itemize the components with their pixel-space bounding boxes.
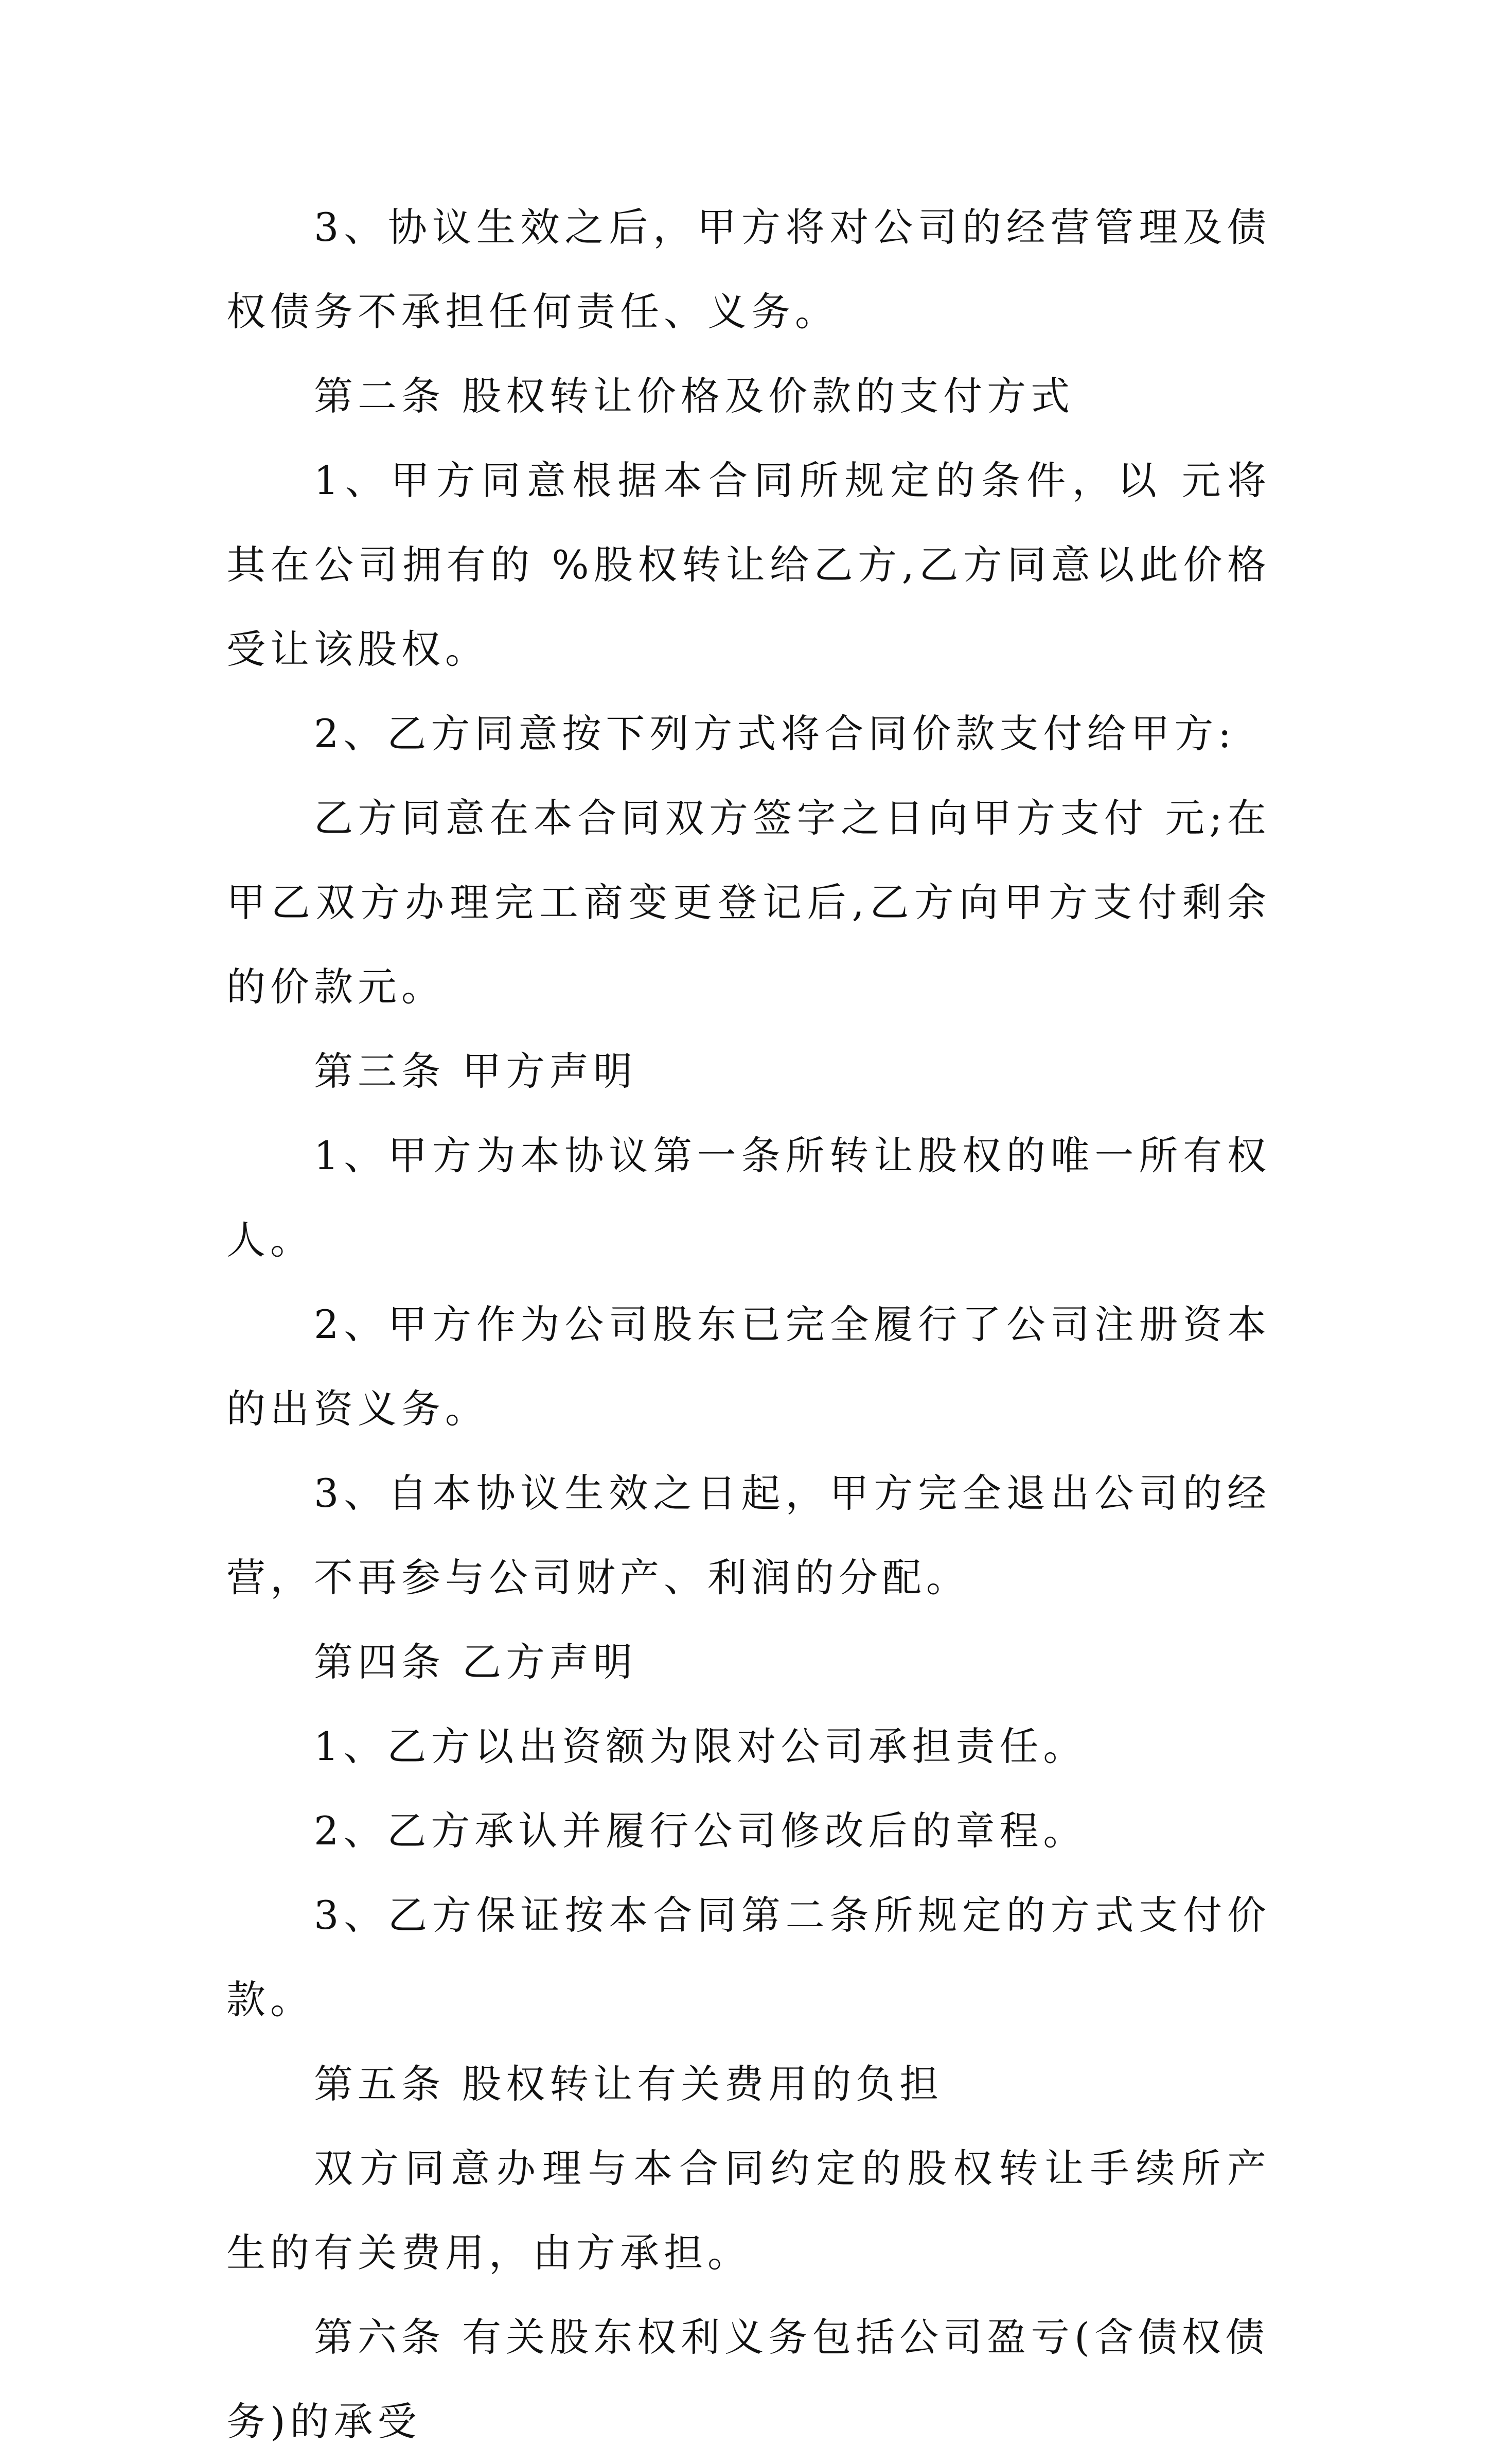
clause-5-heading: 第五条 股权转让有关费用的负担 bbox=[314, 2061, 944, 2107]
paragraph-clause4-item2: 2、乙方承认并履行公司修改后的章程。 bbox=[314, 1808, 1087, 1854]
paragraph-clause4-item3: 3、乙方保证按本合同第二条所规定的方式支付价款。 bbox=[226, 1892, 1271, 2022]
paragraph-clause2-item2: 2、乙方同意按下列方式将合同价款支付给甲方: bbox=[314, 711, 1236, 756]
paragraph-clause2-item1: 1、甲方同意根据本合同所规定的条件，以 元将其在公司拥有的 %股权转让给乙方,乙方同意以此价格受让该股权。 bbox=[226, 457, 1271, 672]
paragraph-clause5-body: 双方同意办理与本合同约定的股权转让手续所产生的有关费用，由方承担。 bbox=[226, 2145, 1271, 2276]
paragraph-clause1-item3: 3、协议生效之后，甲方将对公司的经营管理及债权债务不承担任何责任、义务。 bbox=[226, 204, 1271, 335]
document-body bbox=[226, 185, 1271, 2464]
clause-6-heading: 第六条 有关股东权利义务包括公司盈亏(含债权债务)的承受 bbox=[226, 2314, 1269, 2444]
paragraph-clause3-item2: 2、甲方作为公司股东已完全履行了公司注册资本的出资义务。 bbox=[226, 1301, 1271, 1432]
paragraph-clause3-item3: 3、自本协议生效之日起，甲方完全退出公司的经营，不再参与公司财产、利润的分配。 bbox=[226, 1470, 1271, 1600]
clause-4-heading: 第四条 乙方声明 bbox=[314, 1639, 637, 1685]
paragraph-clause2-payment: 乙方同意在本合同双方签字之日向甲方支付 元;在甲乙双方办理完工商变更登记后,乙方向甲方支付剩余的价款元。 bbox=[226, 795, 1271, 1010]
clause-2-heading: 第二条 股权转让价格及价款的支付方式 bbox=[314, 373, 1075, 419]
paragraph-clause4-item1: 1、乙方以出资额为限对公司承担责任。 bbox=[314, 1723, 1087, 1769]
paragraph-clause3-item1: 1、甲方为本协议第一条所转让股权的唯一所有权人。 bbox=[226, 1133, 1271, 1263]
clause-3-heading: 第三条 甲方声明 bbox=[314, 1048, 637, 1094]
